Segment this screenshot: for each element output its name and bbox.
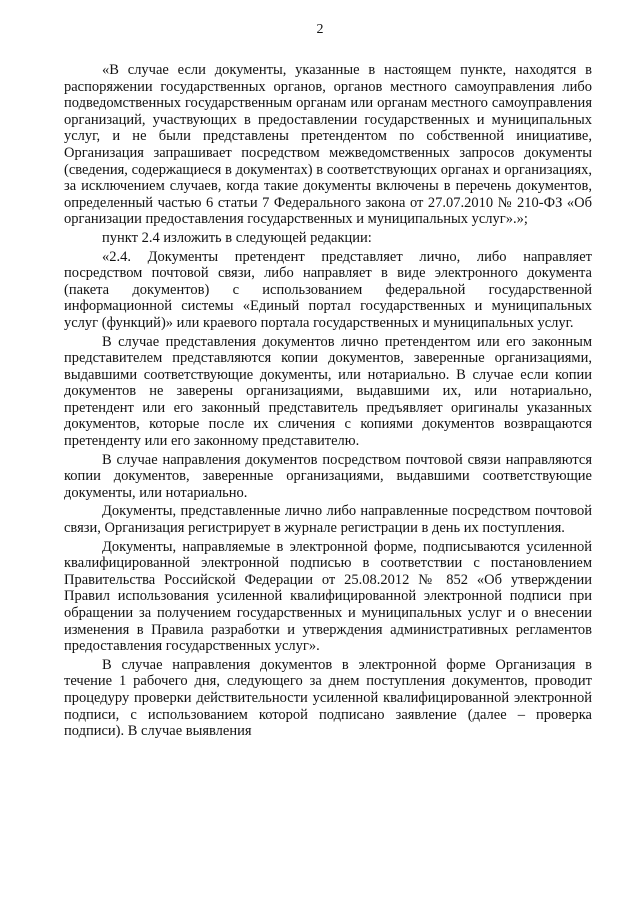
- paragraph-6: Документы, представленные лично либо направленные посредством почтовой связи, Организация регистрирует в журнале регистрации в день их поступления.: [64, 503, 592, 537]
- paragraph-4: В случае представления документов лично претендентом или его законным представителем представляются копии документов, заверенные организациями, выдавшими соответствующие документы, или нотариально. В случае если копии документов не заверены организациями, выдавшими их, или нотариально, претендент или его законный представитель предъявляет оригиналы указанных документов, которые после их сличения с копиями документов возвращаются претенденту или его законному представителю.: [64, 333, 592, 450]
- document-body: [64, 62, 592, 742]
- paragraph-8: В случае направления документов в электронной форме Организация в течение 1 рабочего дня, следующего за днем поступления документов, проводит процедуру проверки действительности усиленной квалифицированной электронной подписи, с использованием которой подписано заявление (далее – проверка подписи). В случае выявления: [64, 656, 592, 740]
- paragraph-2: пункт 2.4 изложить в следующей редакции:: [102, 229, 372, 246]
- paragraph-5: В случае направления документов посредством почтовой связи направляются копии документов, заверенные организациями, выдавшими соответствующие документы, или нотариально.: [64, 451, 592, 501]
- paragraph-7: Документы, направляемые в электронной форме, подписываются усиленной квалифицированной электронной подписью в соответствии с постановлением Правительства Российской Федерации от 25.08.2012 № 852 «Об утверждении Правил использования усиленной квалифицированной электронной подписи при обращении за получением государственных и муниципальных услуг и о внесении изменения в Правила разработки и утверждения административных регламентов предоставления государственных услуг».: [64, 538, 592, 655]
- paragraph-3: «2.4. Документы претендент представляет лично, либо направляет посредством почтовой связи, либо направляет в виде электронного документа (пакета документов) с использованием федеральной государственной информационной системы «Единый портал государственных и муниципальных услуг (функций)» или краевого портала государственных и муниципальных услуг.: [64, 248, 592, 331]
- page-number: 2: [316, 22, 324, 37]
- paragraph-1: «В случае если документы, указанные в настоящем пункте, находятся в распоряжении государственных органов, органов местного самоуправления либо подведомственных государственным органам или органам местного самоуправления организаций, участвующих в предоставлении государственных и муниципальных услуг, и не были представлены претендентом по собственной инициативе, Организация запрашивает посредством межведомственных запросов документы (сведения, содержащиеся в документах) в соответствующих органах и организациях, за исключением случаев, когда такие документы включены в перечень документов, определенный частью 6 статьи 7 Федерального закона от 27.07.2010 № 210-ФЗ «Об организации предоставления государственных и муниципальных услуг».»;: [64, 62, 592, 228]
